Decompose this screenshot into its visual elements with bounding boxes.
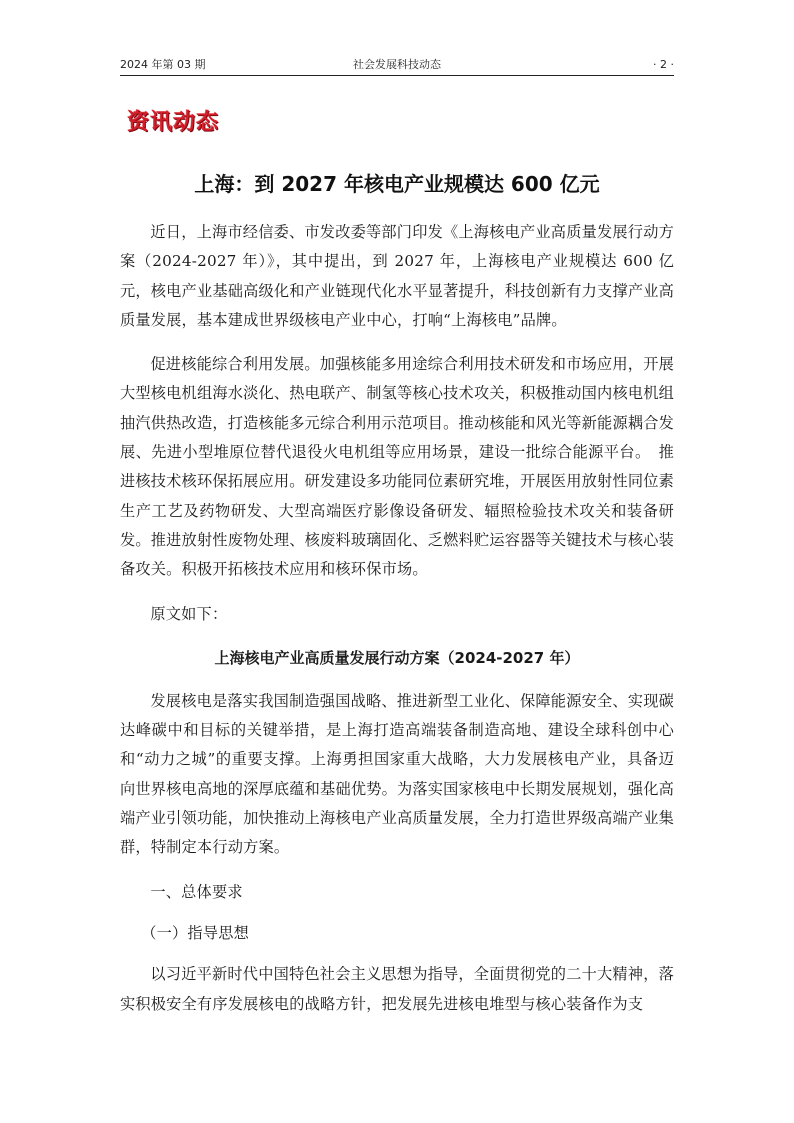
intro-paragraph: 近日，上海市经信委、市发改委等部门印发《上海核电产业高质量发展行动方案（2024-2027 年）》，其中提出，到 2027 年，上海核电产业规模达 600 亿元，核电产业基础高级化和产业链现代化水平显著提升，科技创新有力支撑产业高质量发展，基本建成世界级核电产业中心，打响“上海核电”品牌。	[120, 223, 674, 329]
original-text-label: 原文如下：	[150, 604, 228, 623]
journal-name: 社会发展科技动态	[353, 58, 441, 71]
body-paragraph: 促进核能综合利用发展。加强核能多用途综合利用技术研发和市场应用，开展大型核电机组海水淡化、热电联产、制氢等核心技术攻关，积极推动国内核电机组抽汽供热改造，打造核能多元综合利用示范项目。推动核能和风光等新能源耦合发展、先进小型堆原位替代退役火电机组等应用场景，建设一批综合能源平台。 推进核技术核环保拓展应用。研发建设多功能同位素研究堆，开展医用放射性同位素生产工艺及药物研发、大型高端医疗影像设备研发、辐照检验技术攻关和装备研发。推进放射性废物处理、核废料玻璃固化、乏燃料贮运容器等关键技术与核心装备攻关。积极开拓核技术应用和核环保市场。	[120, 355, 674, 579]
document-paragraph: 发展核电是落实我国制造强国战略、推进新型工业化、保障能源安全、实现碳达峰碳中和目标的关键举措，是上海打造高端装备制造高地、建设全球科创中心和“动力之城”的重要支撑。上海勇担国家重大战略，大力发展核电产业，具备迈向世界核电高地的深厚底蕴和基础优势。为落实国家核电中长期发展规划，强化高端产业引领功能，加快推动上海核电产业高质量发展，全力打造世界级高端产业集群，特制定本行动方案。	[120, 691, 674, 857]
page-number: · 2 ·	[653, 58, 674, 71]
article-title: 上海：到 2027 年核电产业规模达 600 亿元	[194, 172, 600, 196]
document-title: 上海核电产业高质量发展行动方案（2024-2027 年）	[214, 648, 580, 667]
guiding-paragraph: 以习近平新时代中国特色社会主义思想为指导，全面贯彻党的二十大精神，落实积极安全有序发展核电的战略方针，把发展先进核电堆型与核心装备作为支	[120, 965, 674, 1013]
heading-level-2: （一）指导思想	[141, 923, 249, 942]
header-divider	[120, 75, 674, 76]
heading-level-1: 一、总体要求	[150, 882, 243, 901]
page-header	[120, 56, 674, 74]
article-body	[120, 218, 674, 1019]
section-tag: 资讯动态	[127, 109, 220, 135]
issue-number: 2024 年第 03 期	[120, 58, 206, 71]
